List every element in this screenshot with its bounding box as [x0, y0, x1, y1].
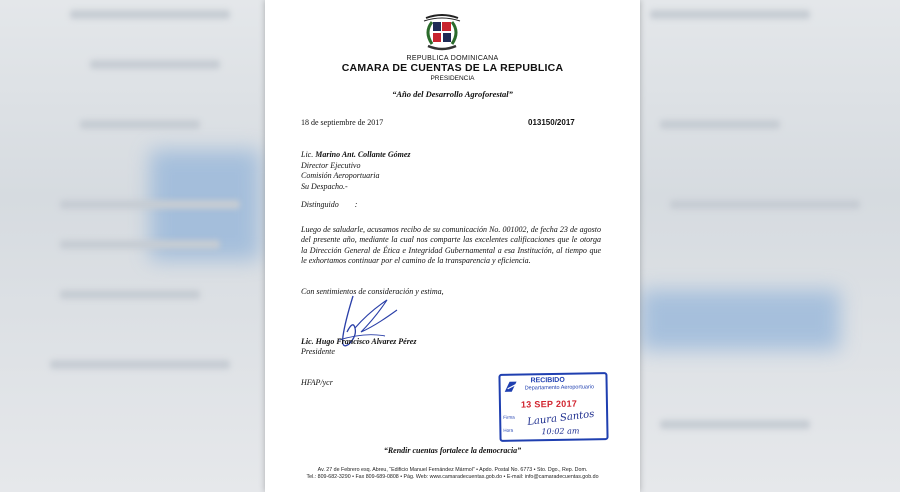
signer-name: Lic. Hugo Francisco Alvarez Pérez — [301, 337, 417, 346]
recipient-block — [301, 150, 411, 192]
recipient-title: Director Ejecutivo — [301, 160, 361, 170]
footer-address: Av. 27 de Febrero esq. Abreu, “Edificio Manuel Fernández Mármol” • Apdo. Postal No. 6773 • Sto. Dgo., Rep. Dom. — [317, 467, 588, 473]
background-blur-left — [0, 0, 265, 492]
header-office: PRESIDENCIA — [430, 75, 475, 82]
coat-of-arms-icon — [420, 12, 464, 54]
stamp-handwritten-name: Laura Santos — [526, 408, 595, 428]
header-country: REPUBLICA DOMINICANA — [406, 55, 499, 62]
background-blur-right — [640, 0, 900, 492]
signer-title: Presidente — [301, 347, 335, 356]
svg-text:Laura Santos — [526, 409, 595, 428]
greeting: Distinguido : — [301, 200, 358, 209]
letter-body: Luego de saludarle, acusamos recibo de su comunicación No. 001002, de fecha 23 de agosto del presente año, mediante la cual nos comparte las excelentes calificaciones que le otorga la Dirección General de Ética e Integridad Gubernamental a esa Institución, al tiempo que le exhortamos continuar por el camino de la transparencia y eficiencia. — [301, 225, 601, 265]
reference-initials: HFAP/ycr — [301, 378, 333, 387]
letter-page — [265, 0, 640, 492]
stamp-department: Departamento Aeroportuario — [524, 384, 595, 392]
letter-reference: 013150/2017 — [528, 118, 575, 127]
recipient-name: Marino Ant. Collante Gómez — [315, 150, 411, 159]
footer-motto: “Rendir cuentas fortalece la democracia” — [383, 446, 522, 455]
letter-date: 18 de septiembre de 2017 — [301, 118, 384, 127]
stamp-date: 13 SEP 2017 — [520, 398, 578, 410]
year-motto: “Año del Desarrollo Agroforestal” — [392, 89, 513, 99]
stamp-signature-label: Firma — [503, 414, 515, 420]
stamp-handwritten-time: 10:02 am — [541, 426, 580, 437]
svg-text:10:02 am — [541, 427, 580, 437]
airplane-icon — [504, 381, 518, 393]
recipient-prefix: Lic. — [301, 150, 314, 159]
recipient-organization: Comisión Aeroportuaria — [301, 171, 380, 180]
header-institution: CAMARA DE CUENTAS DE LA REPUBLICA — [341, 62, 564, 74]
recipient-office: Su Despacho.- — [301, 181, 348, 191]
received-stamp — [498, 372, 608, 442]
stamp-handwriting — [521, 408, 603, 437]
stamp-time-label: Hora — [503, 427, 514, 433]
closing: Con sentimientos de consideración y estima, — [301, 287, 444, 296]
footer-contact: Tel.: 809-682-3290 • Fax 809-689-0808 • Pág. Web: www.camaradecuentas.gob.do • E-mail: info@camaradecuentas.gob.do — [306, 474, 599, 480]
stamp-title: RECIBIDO — [530, 376, 565, 385]
